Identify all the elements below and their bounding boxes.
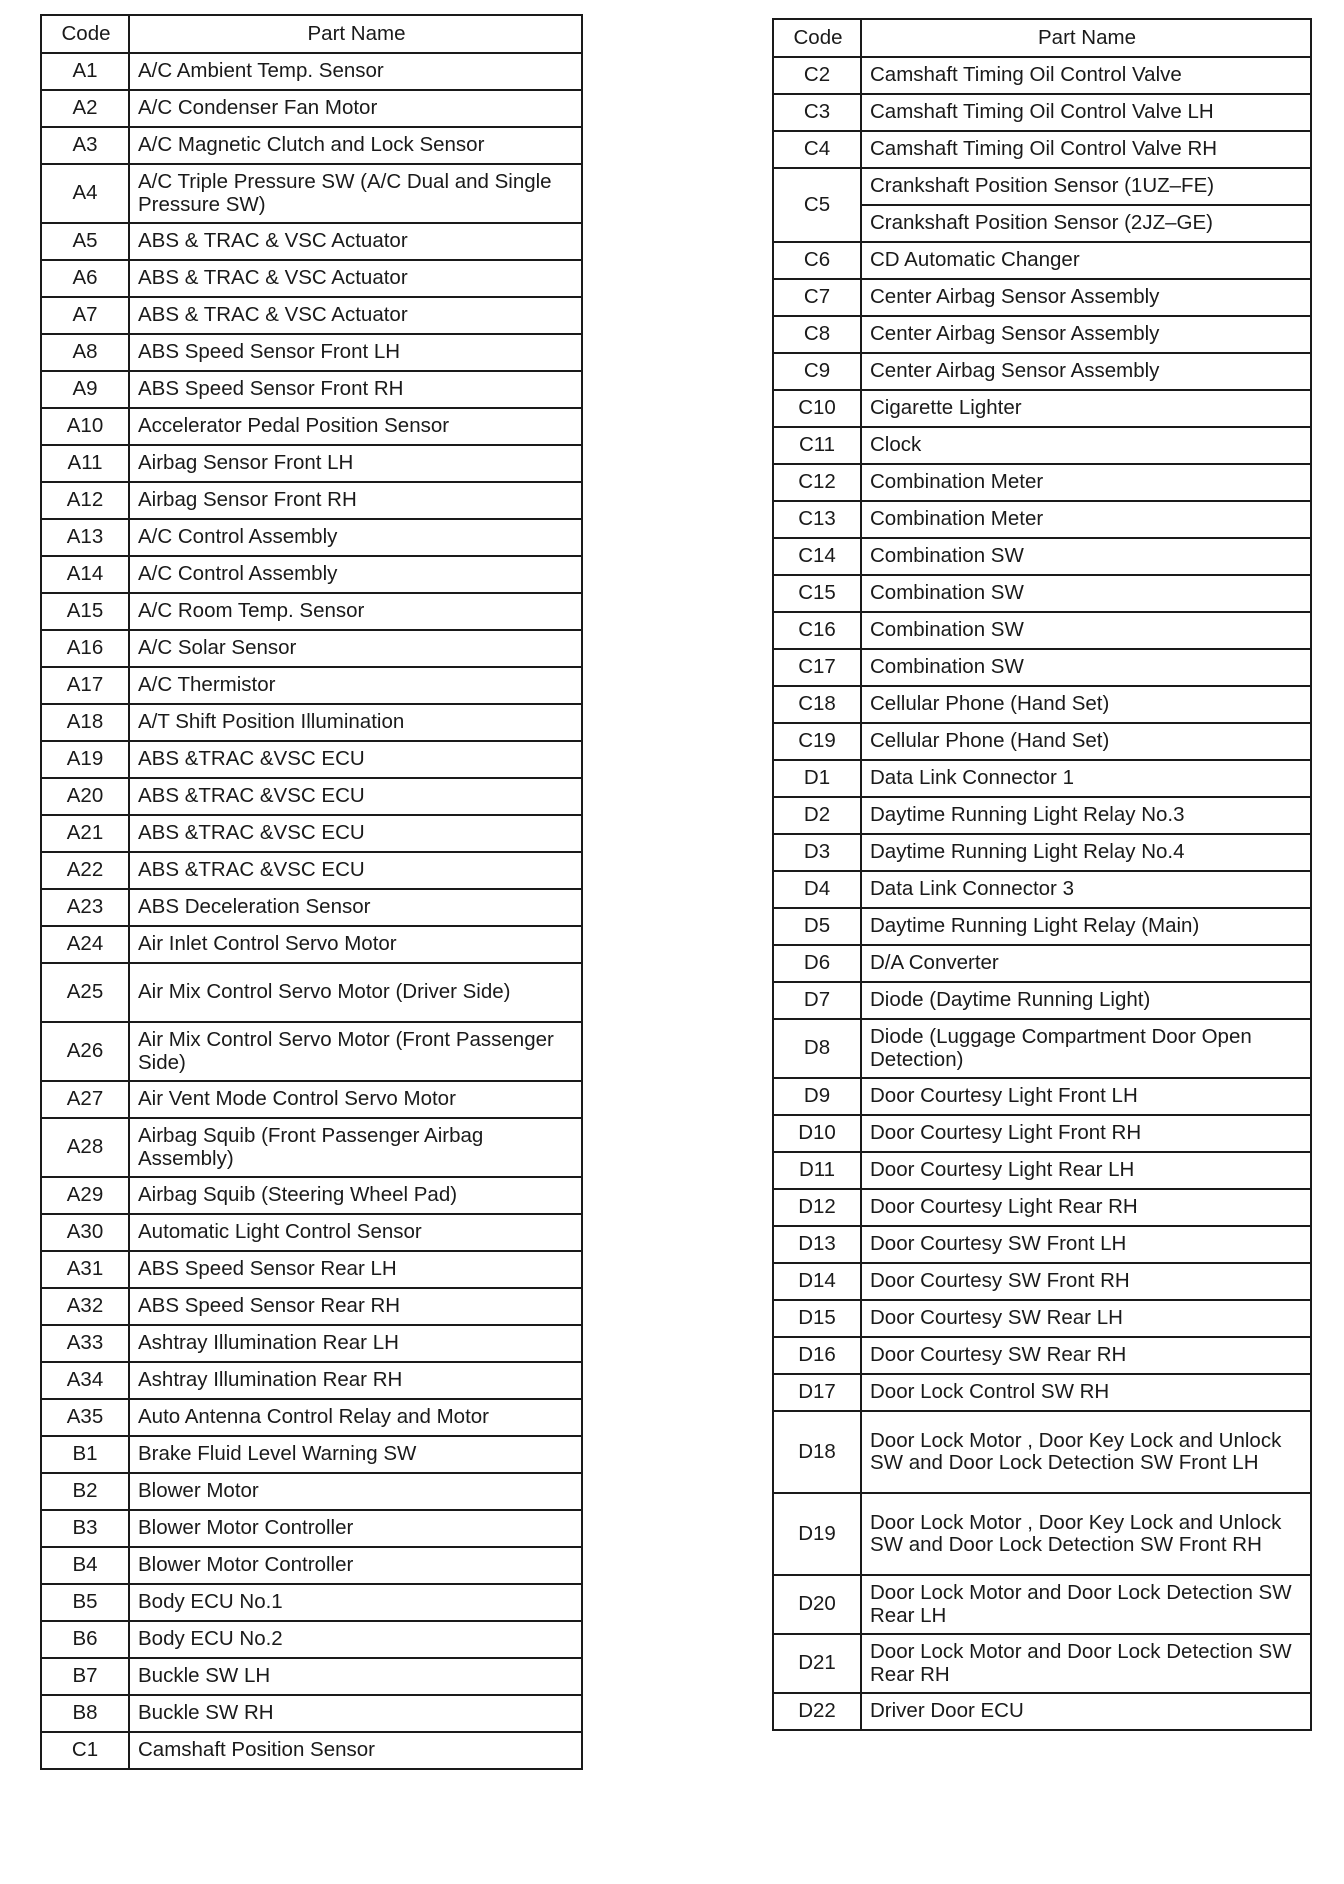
part-name: Combination Meter (861, 464, 1311, 501)
part-code: A35 (41, 1399, 129, 1436)
part-code: A20 (41, 778, 129, 815)
part-code: A22 (41, 852, 129, 889)
part-name: ABS &TRAC &VSC ECU (129, 815, 582, 852)
part-code: A32 (41, 1288, 129, 1325)
part-name: A/C Solar Sensor (129, 630, 582, 667)
part-code: B6 (41, 1621, 129, 1658)
part-code: A5 (41, 223, 129, 260)
table-row (773, 1411, 1311, 1493)
part-name: Data Link Connector 1 (861, 760, 1311, 797)
table-row (41, 1695, 582, 1732)
table-row (41, 778, 582, 815)
part-name: A/C Thermistor (129, 667, 582, 704)
part-code: A28 (41, 1118, 129, 1177)
part-name: Ashtray Illumination Rear RH (129, 1362, 582, 1399)
part-code: D6 (773, 945, 861, 982)
part-name: ABS Speed Sensor Rear LH (129, 1251, 582, 1288)
table-row (773, 464, 1311, 501)
part-name: Combination SW (861, 649, 1311, 686)
table-row (41, 1732, 582, 1769)
table-row (41, 260, 582, 297)
part-code: C5 (773, 168, 861, 242)
part-name: ABS &TRAC &VSC ECU (129, 741, 582, 778)
part-name: Combination SW (861, 538, 1311, 575)
part-name: Daytime Running Light Relay No.4 (861, 834, 1311, 871)
part-code: D20 (773, 1575, 861, 1634)
code-column-header: Code (773, 19, 861, 57)
part-code: D4 (773, 871, 861, 908)
table-row (41, 556, 582, 593)
part-code: B3 (41, 1510, 129, 1547)
part-name: Cigarette Lighter (861, 390, 1311, 427)
part-name: Blower Motor (129, 1473, 582, 1510)
part-code: A24 (41, 926, 129, 963)
table-row (41, 1658, 582, 1695)
part-name: A/C Room Temp. Sensor (129, 593, 582, 630)
table-row (773, 575, 1311, 612)
part-name: Buckle SW RH (129, 1695, 582, 1732)
part-code: D12 (773, 1189, 861, 1226)
part-name: Door Lock Motor , Door Key Lock and Unlock SW and Door Lock Detection SW Front RH (861, 1493, 1311, 1575)
part-code: A33 (41, 1325, 129, 1362)
table-row (41, 1177, 582, 1214)
table-row (41, 90, 582, 127)
part-name: CD Automatic Changer (861, 242, 1311, 279)
table-row (41, 852, 582, 889)
table-row (41, 815, 582, 852)
part-code: A14 (41, 556, 129, 593)
table-row (773, 242, 1311, 279)
part-code: C17 (773, 649, 861, 686)
part-code: A29 (41, 1177, 129, 1214)
part-code: C6 (773, 242, 861, 279)
part-name: Driver Door ECU (861, 1693, 1311, 1730)
part-code: C13 (773, 501, 861, 538)
table-row (41, 1473, 582, 1510)
part-name: A/C Triple Pressure SW (A/C Dual and Single Pressure SW) (129, 164, 582, 223)
part-code: D17 (773, 1374, 861, 1411)
part-name: Buckle SW LH (129, 1658, 582, 1695)
part-name: Crankshaft Position Sensor (2JZ–GE) (861, 205, 1311, 242)
part-code: A31 (41, 1251, 129, 1288)
table-row (773, 427, 1311, 464)
part-code: A1 (41, 53, 129, 90)
part-code: D7 (773, 982, 861, 1019)
table-row (773, 686, 1311, 723)
part-code: D13 (773, 1226, 861, 1263)
table-row (773, 131, 1311, 168)
part-code: A25 (41, 963, 129, 1022)
part-name: ABS & TRAC & VSC Actuator (129, 297, 582, 334)
table-row (41, 53, 582, 90)
part-name: Air Mix Control Servo Motor (Front Passenger Side) (129, 1022, 582, 1081)
part-code: D3 (773, 834, 861, 871)
part-name: Blower Motor Controller (129, 1547, 582, 1584)
part-code: D10 (773, 1115, 861, 1152)
part-code: A34 (41, 1362, 129, 1399)
table-row (41, 1436, 582, 1473)
part-name: Accelerator Pedal Position Sensor (129, 408, 582, 445)
part-name: A/C Magnetic Clutch and Lock Sensor (129, 127, 582, 164)
part-name: Camshaft Timing Oil Control Valve RH (861, 131, 1311, 168)
part-name: Combination SW (861, 575, 1311, 612)
part-name: Air Vent Mode Control Servo Motor (129, 1081, 582, 1118)
part-name: Camshaft Timing Oil Control Valve (861, 57, 1311, 94)
part-code: B7 (41, 1658, 129, 1695)
table-row (41, 1547, 582, 1584)
part-name: Door Lock Motor and Door Lock Detection SW Rear RH (861, 1634, 1311, 1693)
part-code: B8 (41, 1695, 129, 1732)
table-row (773, 982, 1311, 1019)
part-name: ABS & TRAC & VSC Actuator (129, 260, 582, 297)
table-row (41, 889, 582, 926)
part-name: Airbag Sensor Front LH (129, 445, 582, 482)
table-row (41, 1584, 582, 1621)
part-code: B1 (41, 1436, 129, 1473)
part-name: Door Courtesy Light Front RH (861, 1115, 1311, 1152)
part-code: C14 (773, 538, 861, 575)
table-row (41, 667, 582, 704)
part-code: A3 (41, 127, 129, 164)
part-code: C10 (773, 390, 861, 427)
part-code: D22 (773, 1693, 861, 1730)
part-name: Blower Motor Controller (129, 1510, 582, 1547)
part-code: D16 (773, 1337, 861, 1374)
part-code: D21 (773, 1634, 861, 1693)
part-code: C18 (773, 686, 861, 723)
table-row (773, 538, 1311, 575)
part-code: A18 (41, 704, 129, 741)
part-code: D8 (773, 1019, 861, 1078)
table-row (41, 1251, 582, 1288)
parts-table-left (40, 14, 583, 1770)
part-name: Cellular Phone (Hand Set) (861, 686, 1311, 723)
part-name: Door Courtesy SW Front RH (861, 1263, 1311, 1300)
table-row (773, 1226, 1311, 1263)
part-code: C19 (773, 723, 861, 760)
part-name: Door Lock Motor , Door Key Lock and Unlock SW and Door Lock Detection SW Front LH (861, 1411, 1311, 1493)
part-name: ABS Speed Sensor Rear RH (129, 1288, 582, 1325)
table-row (41, 445, 582, 482)
part-code: A27 (41, 1081, 129, 1118)
part-name: Door Lock Control SW RH (861, 1374, 1311, 1411)
part-name: ABS Deceleration Sensor (129, 889, 582, 926)
table-row (773, 1374, 1311, 1411)
part-code: C9 (773, 353, 861, 390)
table-row (773, 279, 1311, 316)
part-name: Center Airbag Sensor Assembly (861, 279, 1311, 316)
part-code: B2 (41, 1473, 129, 1510)
part-code: A9 (41, 371, 129, 408)
part-name: Ashtray Illumination Rear LH (129, 1325, 582, 1362)
table-row (41, 630, 582, 667)
part-code: C16 (773, 612, 861, 649)
part-name: Daytime Running Light Relay (Main) (861, 908, 1311, 945)
table-row (773, 1019, 1311, 1078)
part-name: Crankshaft Position Sensor (1UZ–FE) (861, 168, 1311, 205)
part-code: D2 (773, 797, 861, 834)
part-code: D9 (773, 1078, 861, 1115)
table-row (773, 649, 1311, 686)
part-name: Airbag Squib (Steering Wheel Pad) (129, 1177, 582, 1214)
part-code: A21 (41, 815, 129, 852)
part-code: A13 (41, 519, 129, 556)
part-code: A15 (41, 593, 129, 630)
table-row (41, 519, 582, 556)
part-name: Door Courtesy Light Rear LH (861, 1152, 1311, 1189)
part-name: Door Lock Motor and Door Lock Detection SW Rear LH (861, 1575, 1311, 1634)
part-name: Door Courtesy SW Rear RH (861, 1337, 1311, 1374)
part-code: A7 (41, 297, 129, 334)
part-name: Automatic Light Control Sensor (129, 1214, 582, 1251)
part-code: C7 (773, 279, 861, 316)
table-row (773, 871, 1311, 908)
table-row (773, 57, 1311, 94)
part-name: Airbag Squib (Front Passenger Airbag Assembly) (129, 1118, 582, 1177)
table-row (773, 723, 1311, 760)
part-name: ABS Speed Sensor Front RH (129, 371, 582, 408)
part-code: C4 (773, 131, 861, 168)
part-name: Combination SW (861, 612, 1311, 649)
table-row (41, 334, 582, 371)
part-code: A8 (41, 334, 129, 371)
table-row (41, 408, 582, 445)
part-code: C8 (773, 316, 861, 353)
part-name: ABS &TRAC &VSC ECU (129, 852, 582, 889)
part-name-column-header: Part Name (129, 15, 582, 53)
table-row (773, 390, 1311, 427)
part-code: D5 (773, 908, 861, 945)
table-row (41, 1325, 582, 1362)
part-name: Data Link Connector 3 (861, 871, 1311, 908)
part-code: D11 (773, 1152, 861, 1189)
part-name: Daytime Running Light Relay No.3 (861, 797, 1311, 834)
part-code: D15 (773, 1300, 861, 1337)
part-name: Center Airbag Sensor Assembly (861, 353, 1311, 390)
part-name: A/C Control Assembly (129, 519, 582, 556)
part-code: C3 (773, 94, 861, 131)
table-row (773, 1152, 1311, 1189)
table-row (41, 1081, 582, 1118)
part-code: A17 (41, 667, 129, 704)
table-row (41, 1362, 582, 1399)
part-name: Airbag Sensor Front RH (129, 482, 582, 519)
part-name-column-header: Part Name (861, 19, 1311, 57)
table-row (41, 223, 582, 260)
parts-table-right (772, 18, 1312, 1731)
table-row (773, 797, 1311, 834)
part-name: Camshaft Position Sensor (129, 1732, 582, 1769)
part-name: Door Courtesy Light Front LH (861, 1078, 1311, 1115)
table-row (41, 593, 582, 630)
table-row (773, 612, 1311, 649)
part-code: B5 (41, 1584, 129, 1621)
table-row (41, 1118, 582, 1177)
part-code: C2 (773, 57, 861, 94)
part-code: D19 (773, 1493, 861, 1575)
table-row (773, 1300, 1311, 1337)
part-code: C11 (773, 427, 861, 464)
part-code: A6 (41, 260, 129, 297)
part-name: D/A Converter (861, 945, 1311, 982)
part-name: Camshaft Timing Oil Control Valve LH (861, 94, 1311, 131)
part-name: Clock (861, 427, 1311, 464)
part-code: A10 (41, 408, 129, 445)
table-row (773, 501, 1311, 538)
part-code: D1 (773, 760, 861, 797)
part-name: ABS &TRAC &VSC ECU (129, 778, 582, 815)
part-name: ABS & TRAC & VSC Actuator (129, 223, 582, 260)
part-name: Door Courtesy SW Rear LH (861, 1300, 1311, 1337)
table-row (41, 926, 582, 963)
table-row (773, 945, 1311, 982)
table-row (773, 1693, 1311, 1730)
table-row (41, 1022, 582, 1081)
table-row (773, 760, 1311, 797)
part-name: Air Mix Control Servo Motor (Driver Side) (129, 963, 582, 1022)
part-name: Door Courtesy SW Front LH (861, 1226, 1311, 1263)
part-code: A30 (41, 1214, 129, 1251)
part-name: Cellular Phone (Hand Set) (861, 723, 1311, 760)
part-name: A/C Condenser Fan Motor (129, 90, 582, 127)
part-name: A/C Ambient Temp. Sensor (129, 53, 582, 90)
table-row (773, 834, 1311, 871)
table-row (773, 908, 1311, 945)
part-code: D14 (773, 1263, 861, 1300)
part-name: Body ECU No.1 (129, 1584, 582, 1621)
part-code: A16 (41, 630, 129, 667)
code-column-header: Code (41, 15, 129, 53)
part-code: A4 (41, 164, 129, 223)
part-code: A2 (41, 90, 129, 127)
part-name: A/C Control Assembly (129, 556, 582, 593)
part-name: Diode (Luggage Compartment Door Open Detection) (861, 1019, 1311, 1078)
table-header-row (41, 15, 582, 53)
table-row (41, 704, 582, 741)
table-row (773, 1189, 1311, 1226)
part-name: Air Inlet Control Servo Motor (129, 926, 582, 963)
part-name: Door Courtesy Light Rear RH (861, 1189, 1311, 1226)
part-name: Brake Fluid Level Warning SW (129, 1436, 582, 1473)
table-header-row (773, 19, 1311, 57)
part-name: ABS Speed Sensor Front LH (129, 334, 582, 371)
part-name: Center Airbag Sensor Assembly (861, 316, 1311, 353)
table-row (773, 1493, 1311, 1575)
part-code: A26 (41, 1022, 129, 1081)
table-row (41, 164, 582, 223)
part-name: Diode (Daytime Running Light) (861, 982, 1311, 1019)
table-row (41, 1214, 582, 1251)
part-code: D18 (773, 1411, 861, 1493)
table-row (41, 1510, 582, 1547)
part-name: Combination Meter (861, 501, 1311, 538)
table-row (773, 1263, 1311, 1300)
table-row (41, 1621, 582, 1658)
table-row (773, 1078, 1311, 1115)
table-row (773, 1115, 1311, 1152)
part-name: A/T Shift Position Illumination (129, 704, 582, 741)
table-row (41, 127, 582, 164)
table-row (773, 353, 1311, 390)
part-code: C1 (41, 1732, 129, 1769)
table-row (773, 1634, 1311, 1693)
part-code: B4 (41, 1547, 129, 1584)
table-row (41, 371, 582, 408)
part-name: Auto Antenna Control Relay and Motor (129, 1399, 582, 1436)
table-row (41, 1288, 582, 1325)
part-code: A12 (41, 482, 129, 519)
part-code: A23 (41, 889, 129, 926)
table-row (773, 316, 1311, 353)
table-row (41, 741, 582, 778)
part-code: A19 (41, 741, 129, 778)
table-row (41, 1399, 582, 1436)
table-row (773, 1337, 1311, 1374)
table-row (41, 963, 582, 1022)
part-name: Body ECU No.2 (129, 1621, 582, 1658)
part-code: C15 (773, 575, 861, 612)
table-row (773, 1575, 1311, 1634)
table-row (773, 168, 1311, 205)
part-code: A11 (41, 445, 129, 482)
table-row (773, 94, 1311, 131)
table-row (41, 482, 582, 519)
table-row (41, 297, 582, 334)
part-code: C12 (773, 464, 861, 501)
